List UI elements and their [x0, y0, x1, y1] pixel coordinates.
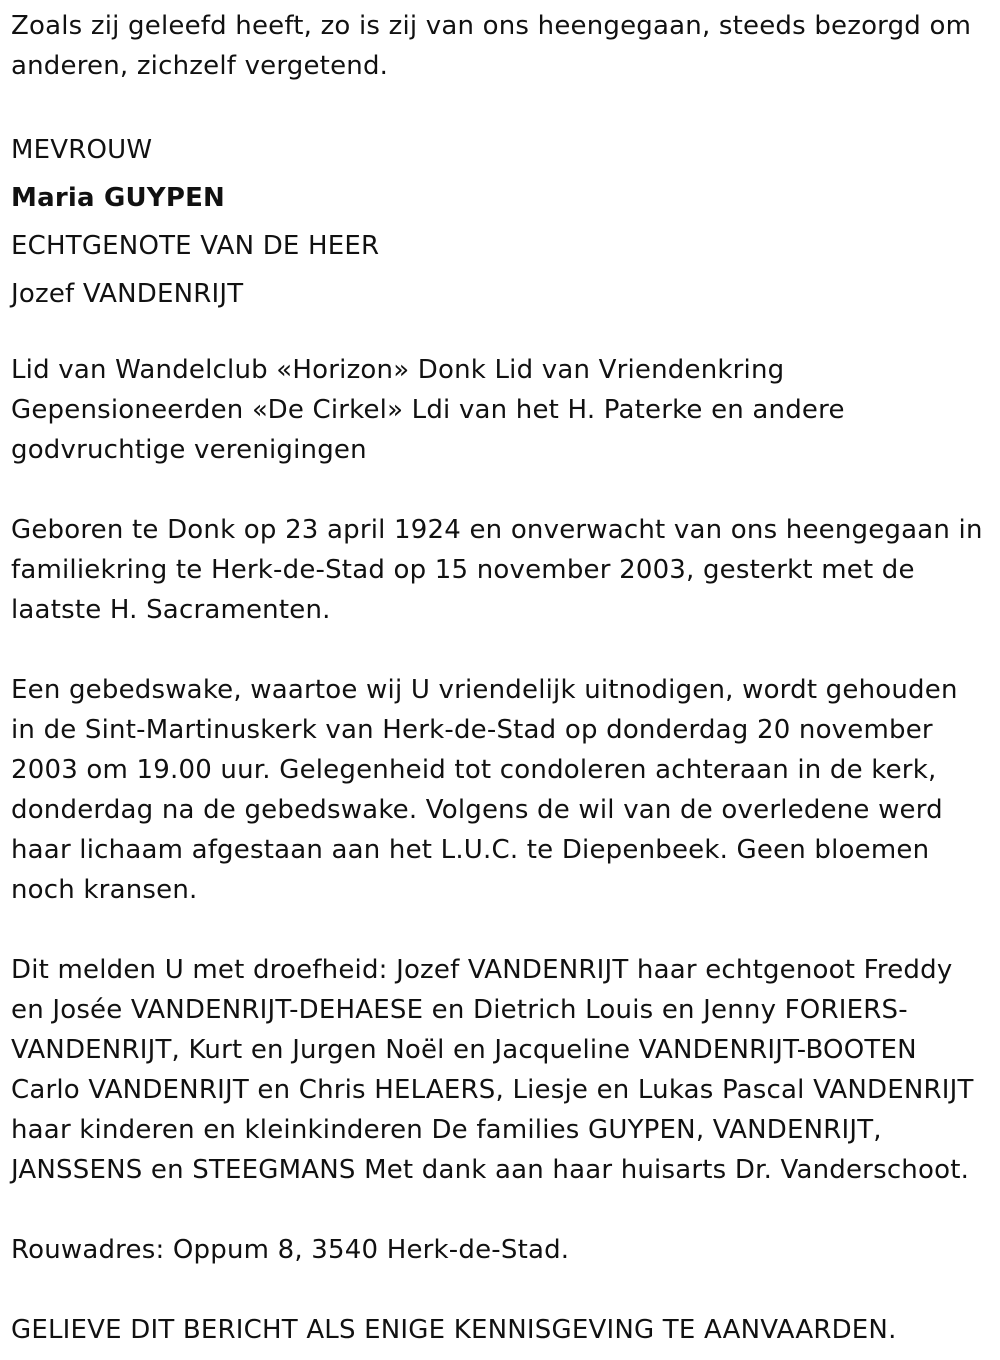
spacer: [11, 86, 990, 126]
deceased-name: Maria GUYPEN: [11, 183, 226, 213]
wake-paragraph: Een gebedswake, waartoe wij U vriendelijk uitnodigen, wordt gehouden in de Sint-Martinuskerk van Herk-de-Stad op donderdag 20 november 2003 om 19.00 uur. Gelegenheid tot condoleren achteraan in de kerk, donderdag na de gebedswake. Volgens de wil van de overledene werd haar lichaam afgestaan aan het L.U.C. te Diepenbeek. Geen bloemen noch kransen.: [11, 675, 958, 905]
birth-death-paragraph: Geboren te Donk op 23 april 1924 en onverwacht van ons heengegaan in familiekring te Herk-de-Stad op 15 november 2003, gesterkt met de laatste H. Sacramenten.: [11, 515, 983, 625]
spacer: [11, 1270, 990, 1310]
memberships-paragraph: Lid van Wandelclub «Horizon» Donk Lid van Vriendenkring Gepensioneerden «De Cirkel» Ldi van het H. Paterke en andere godvruchtige verenigingen: [11, 355, 845, 465]
spacer: [11, 470, 990, 510]
intro-quote: Zoals zij geleefd heeft, zo is zij van ons heengegaan, steeds bezorgd om anderen, zichzelf vergetend.: [11, 11, 972, 81]
closing-notice: GELIEVE DIT BERICHT ALS ENIGE KENNISGEVING TE AANVAARDEN.: [11, 1315, 897, 1345]
mourning-address: Rouwadres: Oppum 8, 3540 Herk-de-Stad.: [11, 1235, 570, 1265]
title-prefix: MEVROUW: [11, 135, 153, 165]
spouse-name: Jozef VANDENRIJT: [11, 279, 244, 309]
spacer: [11, 318, 990, 350]
spacer: [11, 630, 990, 670]
spacer: [11, 1190, 990, 1230]
spouse-label: ECHTGENOTE VAN DE HEER: [11, 231, 380, 261]
spacer: [11, 910, 990, 950]
family-paragraph: Dit melden U met droefheid: Jozef VANDENRIJT haar echtgenoot Freddy en Josée VANDENRIJT-DEHAESE en Dietrich Louis en Jenny FORIERS-VANDENRIJT, Kurt en Jurgen Noël en Jacqueline VANDENRIJT-BOOTEN Carlo VANDENRIJT en Chris HELAERS, Liesje en Lukas Pascal VANDENRIJT haar kinderen en kleinkinderen De families GUYPEN, VANDENRIJT, JANSSENS en STEEGMANS Met dank aan haar huisarts Dr. Vanderschoot.: [11, 955, 974, 1185]
